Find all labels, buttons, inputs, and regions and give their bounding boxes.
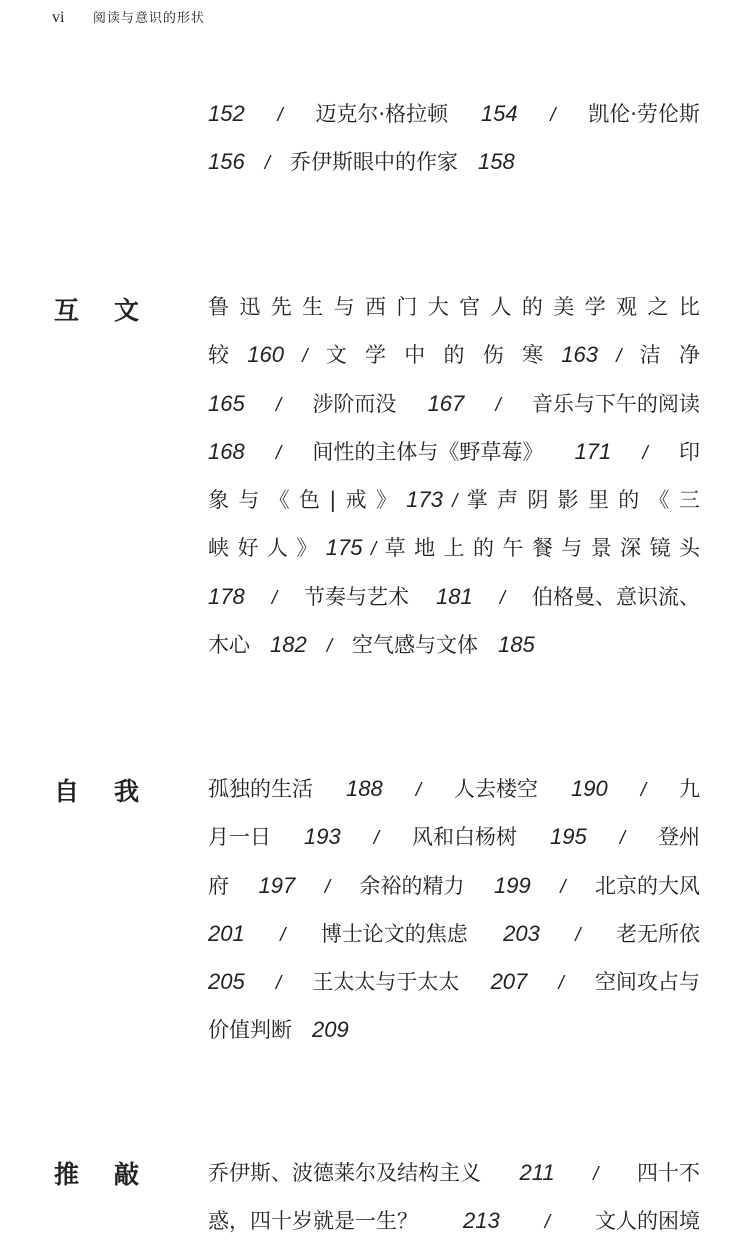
toc-title-text: 迅 — [239, 295, 261, 319]
toc-title-text: 午 — [502, 536, 524, 561]
toc-line — [208, 1149, 700, 1197]
toc-line — [208, 476, 700, 524]
toc-title-text: 门 — [396, 295, 418, 319]
toc-title-text: 较 — [208, 343, 229, 368]
toc-title-text: 生 — [302, 295, 324, 319]
toc-title-text: 象 — [208, 488, 229, 513]
toc-title-text: 伤 — [482, 343, 504, 368]
toc-title-text: 价值判断 — [208, 1018, 292, 1043]
section-heading-ziwo: 自我 — [54, 777, 175, 806]
toc-title-text: 上 — [443, 536, 465, 561]
toc-separator: / — [619, 828, 625, 850]
toc-title-text: 乔伊斯眼中的作家 — [290, 150, 458, 175]
toc-separator: / — [544, 1212, 550, 1234]
toc-separator: / — [642, 442, 648, 464]
page-folio: vi — [52, 9, 65, 26]
toc-title-text: 王太太与于太太 — [312, 970, 460, 995]
toc-separator: / — [370, 539, 377, 561]
toc-title-text: 学 — [584, 295, 606, 319]
toc-line — [208, 765, 700, 813]
toc-title-text: 老无所依 — [615, 921, 700, 946]
toc-title-text: 比 — [678, 295, 700, 319]
toc-separator: / — [495, 394, 501, 416]
toc-title-text: 中 — [404, 343, 426, 368]
toc-separator: / — [302, 346, 308, 368]
toc-title-text: 官 — [459, 295, 481, 319]
toc-title-text: 峡 — [208, 536, 229, 561]
toc-separator: / — [452, 491, 458, 513]
toc-title-text: 好 — [237, 536, 259, 561]
toc-line — [208, 331, 700, 379]
toc-title-text: 地 — [414, 536, 436, 561]
toc-title-text: 先 — [270, 295, 292, 319]
section-heading-huwen: 互文 — [54, 296, 175, 325]
toc-title-text: 草 — [384, 536, 406, 561]
toc-separator: / — [550, 105, 556, 126]
toc-page-number: 156 — [208, 149, 245, 175]
toc-page-number: 185 — [498, 632, 535, 658]
toc-separator: / — [575, 924, 581, 946]
toc-title-text: 深 — [620, 536, 642, 561]
toc-separator: / — [324, 876, 330, 898]
section-heading-tuiqiao: 推敲 — [54, 1160, 175, 1189]
running-head-title: 阅读与意识的形状 — [92, 11, 205, 26]
toc-separator: / — [558, 973, 564, 995]
toc-title-text: 净 — [679, 343, 700, 368]
toc-title-text: 餐 — [531, 536, 553, 561]
toc-title-text: 余裕的精力 — [359, 873, 465, 898]
toc-page-number: 203 — [503, 920, 540, 946]
toc-page-number: 195 — [550, 824, 587, 850]
toc-title-text: 学 — [365, 343, 386, 368]
toc-title-text: 府 — [208, 873, 229, 898]
toc-title-text: 》 — [296, 536, 318, 561]
toc-page-number: 158 — [478, 149, 515, 175]
toc-line — [208, 862, 700, 910]
toc-page-number: 173 — [406, 487, 443, 513]
toc-title-text: 文人的困境 — [595, 1209, 700, 1234]
toc-title-text: 《 — [648, 488, 670, 513]
toc-page-number: 165 — [208, 390, 245, 416]
toc-line — [208, 1197, 700, 1245]
toc-page-number: 211 — [519, 1160, 555, 1185]
toc-separator: / — [277, 105, 283, 126]
toc-title-text: 人 — [266, 536, 288, 561]
toc-title-text: 与 — [561, 536, 583, 561]
toc-line — [208, 621, 700, 669]
toc-page-number: 168 — [208, 438, 245, 464]
toc-line — [208, 428, 700, 476]
toc-separator: / — [275, 973, 282, 995]
toc-title-text: 迈克尔·格拉顿 — [315, 102, 449, 126]
toc-page-number: 167 — [427, 390, 465, 416]
toc-title-text: 孤独的生活 — [208, 777, 313, 801]
toc-page-number: 207 — [490, 969, 528, 995]
toc-title-text: 洁 — [639, 343, 661, 368]
toc-line — [208, 573, 700, 621]
toc-page-number: 199 — [494, 872, 531, 898]
toc-title-text: 的 — [443, 343, 465, 368]
toc-separator: / — [326, 636, 332, 658]
toc-separator: / — [499, 587, 505, 609]
toc-title-text: 的 — [618, 488, 640, 513]
toc-line — [208, 1006, 700, 1054]
toc-title-text: 间性的主体与《野草莓》 — [312, 439, 544, 464]
toc-page-number: 154 — [480, 101, 518, 126]
toc-separator: / — [275, 442, 282, 464]
toc-line — [208, 958, 700, 1006]
toc-separator: / — [264, 153, 270, 175]
toc-page-number: 193 — [304, 824, 341, 850]
toc-title-text: 惑，四十岁就是一生？ — [208, 1209, 418, 1234]
toc-page-number: 160 — [247, 342, 284, 368]
toc-page-number: 209 — [312, 1017, 349, 1043]
toc-title-text: 《 — [268, 488, 290, 513]
toc-entries-huwen — [208, 283, 700, 669]
toc-title-text: 西 — [364, 295, 386, 319]
toc-title-text: 九 — [679, 777, 700, 801]
toc-separator: / — [275, 394, 282, 416]
toc-title-text: 阴 — [527, 488, 549, 513]
toc-title-text: 人去楼空 — [454, 777, 538, 801]
toc-page-number: 205 — [208, 969, 245, 995]
toc-separator: / — [560, 876, 566, 898]
toc-title-text: 影 — [557, 488, 579, 513]
toc-title-text: 景 — [590, 536, 612, 561]
toc-title-text: 鲁 — [208, 295, 229, 319]
toc-title-text: 空间攻占与 — [594, 970, 700, 995]
toc-title-text: 头 — [679, 536, 700, 561]
running-head — [52, 6, 205, 30]
toc-separator: / — [593, 1164, 599, 1185]
toc-page-number: 178 — [208, 583, 245, 609]
toc-line — [208, 524, 700, 572]
toc-page-number: 175 — [325, 535, 363, 561]
toc-page-number: 152 — [208, 101, 245, 126]
toc-title-text: | — [329, 488, 337, 513]
toc-title-text: 印 — [678, 439, 700, 464]
toc-entries-ziwo — [208, 765, 700, 1055]
toc-separator: / — [415, 780, 421, 801]
toc-title-text: 乔伊斯、波德莱尔及结构主义 — [208, 1161, 481, 1185]
toc-title-text: 木心 — [208, 633, 250, 658]
toc-page-number: 171 — [574, 438, 612, 464]
toc-page-number: 163 — [561, 342, 598, 368]
toc-title-text: 涉阶而没 — [312, 391, 397, 416]
toc-page-number: 201 — [208, 920, 245, 946]
toc-page-number: 197 — [258, 872, 296, 898]
toc-title-text: 凯伦·劳伦斯 — [588, 102, 700, 126]
toc-line — [208, 813, 700, 861]
toc-title-text: 博士论文的焦虑 — [320, 921, 468, 946]
toc-separator: / — [616, 346, 622, 368]
toc-title-text: 伯格曼、意识流、 — [532, 584, 700, 609]
toc-line — [208, 910, 700, 958]
toc-title-text: 四十不 — [637, 1161, 700, 1185]
toc-title-text: 镜 — [649, 536, 671, 561]
toc-separator: / — [271, 587, 277, 609]
toc-title-text: 》 — [375, 488, 397, 513]
toc-title-text: 北京的大风 — [595, 873, 700, 898]
toc-title-text: 人 — [490, 295, 512, 319]
toc-title-text: 三 — [678, 488, 700, 513]
toc-line — [208, 90, 700, 138]
toc-title-text: 节奏与艺术 — [304, 584, 409, 609]
toc-separator: / — [373, 828, 379, 850]
toc-page-number: 213 — [463, 1208, 500, 1234]
toc-title-text: 与 — [333, 295, 355, 319]
toc-page-number: 182 — [270, 632, 307, 658]
toc-title-text: 的 — [472, 536, 494, 561]
toc-entries-tuiqiao — [208, 1149, 700, 1246]
toc-title-text: 风和白杨树 — [412, 825, 517, 850]
toc-title-text: 空气感与文体 — [352, 633, 478, 658]
toc-title-text: 寒 — [522, 343, 543, 368]
toc-page-number: 188 — [346, 776, 383, 801]
toc-title-text: 声 — [497, 488, 519, 513]
toc-title-text: 登州 — [658, 825, 700, 850]
toc-title-text: 里 — [587, 488, 609, 513]
toc-page-number: 181 — [436, 583, 473, 609]
toc-line — [208, 283, 700, 331]
toc-title-text: 之 — [647, 295, 669, 319]
toc-title-text: 戒 — [345, 488, 367, 513]
toc-separator: / — [280, 924, 286, 946]
toc-title-text: 音乐与下午的阅读 — [531, 391, 700, 416]
toc-page-number: 190 — [571, 776, 608, 801]
toc-line — [208, 138, 700, 186]
toc-separator: / — [640, 780, 646, 801]
toc-title-text: 月一日 — [208, 825, 271, 850]
toc-title-text: 色 — [298, 488, 320, 513]
toc-title-text: 掌 — [466, 488, 488, 513]
toc-title-text: 观 — [616, 295, 638, 319]
toc-entries-continued — [208, 90, 700, 187]
toc-title-text: 大 — [427, 295, 449, 319]
toc-title-text: 与 — [238, 488, 260, 513]
toc-title-text: 美 — [553, 295, 575, 319]
toc-title-text: 文 — [325, 343, 347, 368]
toc-title-text: 的 — [521, 295, 543, 319]
toc-line — [208, 380, 700, 428]
